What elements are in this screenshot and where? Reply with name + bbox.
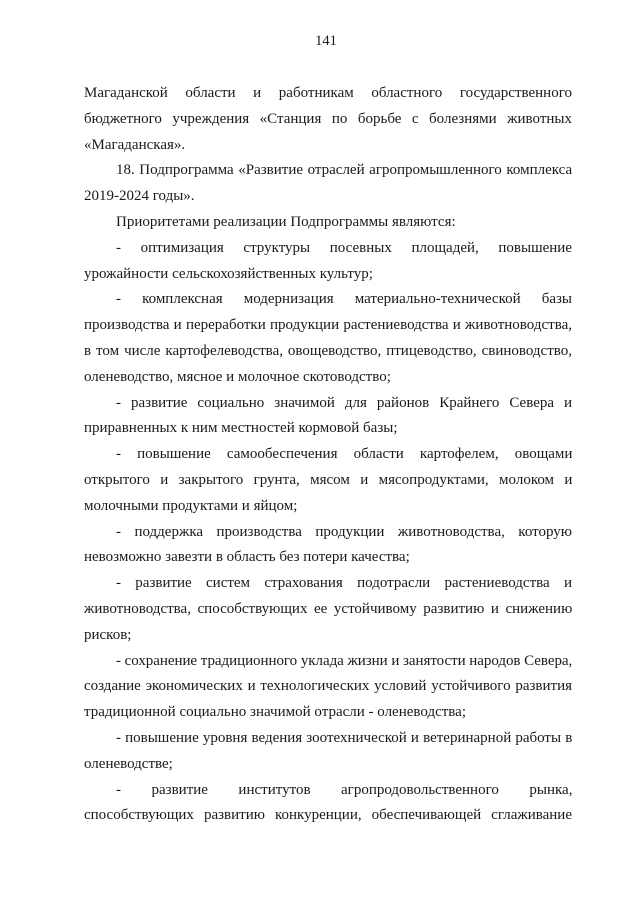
text-line: - комплексная модернизация материально-технической базы bbox=[116, 291, 572, 308]
page-number: 141 bbox=[315, 33, 337, 49]
text-line: «Магаданская». bbox=[84, 136, 186, 153]
document-body bbox=[84, 81, 572, 829]
text-line: Магаданской области и работникам областного государственного bbox=[84, 85, 572, 101]
text-line: - развитие систем страхования подотрасли растениеводства и bbox=[116, 575, 572, 592]
text-line: бюджетного учреждения «Станция по борьбе с болезнями животных bbox=[84, 110, 572, 127]
text-line: оленеводстве; bbox=[84, 755, 173, 772]
text-line: рисков; bbox=[84, 626, 132, 643]
text-line: - повышение уровня ведения зоотехнической и ветеринарной работы в bbox=[116, 729, 573, 746]
text-line: Приоритетами реализации Подпрограммы являются: bbox=[116, 213, 456, 230]
text-line: - повышение самообеспечения области картофелем, овощами bbox=[116, 446, 573, 463]
text-line: - поддержка производства продукции животноводства, которую bbox=[116, 523, 572, 540]
text-line: оленеводство, мясное и молочное скотоводство; bbox=[84, 368, 391, 385]
text-line: в том числе картофелеводства, овощеводство, птицеводство, свиноводство, bbox=[84, 342, 572, 359]
text-line: урожайности сельскохозяйственных культур; bbox=[84, 265, 373, 282]
text-line: традиционной социально значимой отрасли - оленеводства; bbox=[84, 704, 466, 721]
text-line: невозможно завезти в область без потери качества; bbox=[84, 549, 410, 566]
text-line: 18. Подпрограмма «Развитие отраслей агропромышленного комплекса bbox=[116, 162, 573, 179]
text-line: приравненных к ним местностей кормовой базы; bbox=[84, 420, 398, 437]
text-line: животноводства, способствующих ее устойчивому развитию и снижению bbox=[84, 600, 573, 617]
text-line: производства и переработки продукции растениеводства и животноводства, bbox=[84, 317, 572, 334]
text-line: открытого и закрытого грунта, мясом и мясопродуктами, молоком и bbox=[84, 471, 573, 488]
text-line: - сохранение традиционного уклада жизни и занятости народов Севера, bbox=[116, 652, 573, 669]
text-line: - развитие социально значимой для районов Крайнего Севера и bbox=[116, 394, 573, 411]
text-line: молочными продуктами и яйцом; bbox=[84, 497, 298, 514]
text-line: - развитие институтов агропродовольственного рынка, bbox=[116, 781, 573, 798]
text-line: способствующих развитию конкуренции, обеспечивающей сглаживание bbox=[84, 807, 572, 824]
text-line: создание экономических и технологических условий устойчивого развития bbox=[84, 678, 572, 695]
text-line: 2019-2024 годы». bbox=[84, 188, 195, 205]
text-line: - оптимизация структуры посевных площадей, повышение bbox=[116, 239, 572, 256]
